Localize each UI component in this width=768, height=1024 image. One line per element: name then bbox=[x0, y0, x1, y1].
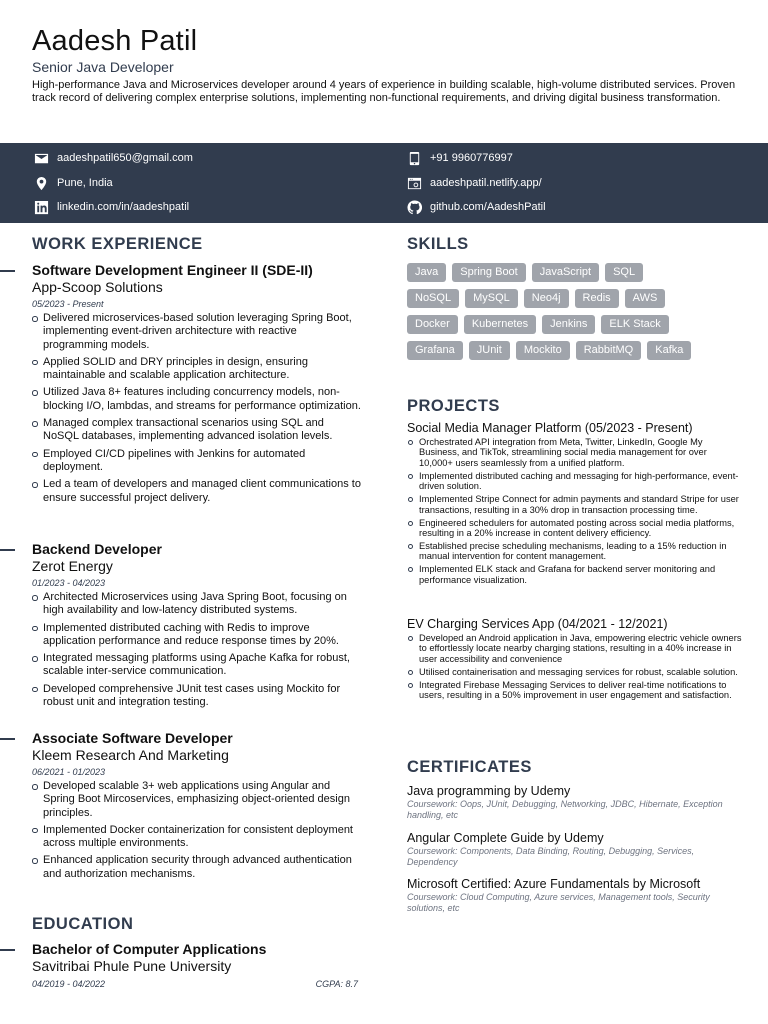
skill-tag: Redis bbox=[575, 289, 619, 308]
section-skills: SKILLS bbox=[407, 235, 469, 253]
list-item: Integrated Firebase Messaging Services to deliver real-time notifications to users, resulting in a 50% improvement in user engagement and satisfaction. bbox=[407, 680, 742, 701]
project-entry bbox=[407, 421, 742, 588]
list-item: Utilised containerisation and messaging services for robust, scalable solution. bbox=[407, 667, 742, 677]
list-item: Engineered schedulers for automated posting across social media platforms, resulting in a 20% increase in content delivery efficiency. bbox=[407, 518, 742, 539]
education-entry bbox=[32, 941, 362, 990]
location-text: Pune, India bbox=[57, 177, 113, 189]
skill-tag: NoSQL bbox=[407, 289, 459, 308]
job-bullets bbox=[32, 780, 362, 881]
list-item: Employed CI/CD pipelines with Jenkins for automated deployment. bbox=[32, 448, 362, 475]
list-item: Delivered microservices-based solution leveraging Spring Boot, implementing event-driven architecture with reactive programming models. bbox=[32, 312, 362, 352]
section-projects: PROJECTS bbox=[407, 397, 500, 415]
skill-tag: JUnit bbox=[469, 341, 510, 360]
resume-header bbox=[32, 24, 742, 106]
job-entry bbox=[32, 262, 362, 509]
project-title: EV Charging Services App (04/2021 - 12/2021) bbox=[407, 617, 668, 631]
list-item: Established precise scheduling mechanisms, leading to a 15% reduction in manual intervention for content management. bbox=[407, 541, 742, 562]
job-dates: 05/2023 - Present bbox=[32, 299, 104, 309]
website-text: aadeshpatil.netlify.app/ bbox=[430, 177, 542, 189]
skill-tag: ELK Stack bbox=[601, 315, 668, 334]
job-marker bbox=[0, 549, 15, 551]
list-item: Applied SOLID and DRY principles in design, ensuring maintainable and scalable application architecture. bbox=[32, 356, 362, 383]
section-education: EDUCATION bbox=[32, 915, 134, 933]
contact-linkedin[interactable] bbox=[34, 199, 189, 215]
section-work-experience: WORK EXPERIENCE bbox=[32, 235, 203, 253]
contact-email[interactable] bbox=[34, 150, 193, 166]
skill-row bbox=[407, 341, 747, 360]
website-icon bbox=[407, 176, 422, 191]
project-entry bbox=[407, 617, 742, 703]
school: Savitribai Phule Pune University bbox=[32, 958, 232, 974]
github-text: github.com/AadeshPatil bbox=[430, 201, 546, 213]
list-item: Architected Microservices using Java Spring Boot, focusing on high availability and low-latency distributed systems. bbox=[32, 591, 362, 618]
list-item: Integrated messaging platforms using Apache Kafka for robust, scalable inter-service communication. bbox=[32, 652, 362, 679]
skill-tag: Spring Boot bbox=[452, 263, 525, 282]
job-company: Kleem Research And Marketing bbox=[32, 747, 229, 763]
job-company: Zerot Energy bbox=[32, 558, 113, 574]
certificate-title: Microsoft Certified: Azure Fundamentals by Microsoft bbox=[407, 877, 701, 891]
certificate-coursework: Coursework: Oops, JUnit, Debugging, Networking, JDBC, Hibernate, Exception handling, etc bbox=[407, 799, 723, 820]
summary: High-performance Java and Microservices developer around 4 years of experience in building scalable, high-volume distributed services. Proven track record of delivering complex enterprise solutions, implementing non-functional requirements, and driving digital business transformation. bbox=[32, 79, 736, 105]
list-item: Utilized Java 8+ features including concurrency models, non-blocking I/O, lambdas, and streams for performance optimization. bbox=[32, 386, 362, 413]
list-item: Enhanced application security through advanced authentication and authorization mechanisms. bbox=[32, 854, 362, 881]
skill-tag: AWS bbox=[625, 289, 666, 308]
education-marker bbox=[0, 949, 15, 951]
list-item: Implemented distributed caching and messaging for high-performance, event-driven solution. bbox=[407, 471, 742, 492]
linkedin-text: linkedin.com/in/aadeshpatil bbox=[57, 201, 190, 213]
skill-tag: Java bbox=[407, 263, 446, 282]
job-entry bbox=[32, 730, 362, 885]
list-item: Implemented distributed caching with Redis to improve application performance and reduce response times by 20%. bbox=[32, 622, 362, 649]
project-title: Social Media Manager Platform (05/2023 - Present) bbox=[407, 421, 693, 435]
phone-icon bbox=[407, 151, 422, 166]
contact-github[interactable] bbox=[407, 199, 546, 215]
skill-row bbox=[407, 289, 747, 308]
certificate-entry bbox=[407, 784, 737, 821]
education-meta bbox=[32, 978, 358, 990]
list-item: Developed comprehensive JUnit test cases using Mockito for robust unit and integration testing. bbox=[32, 683, 362, 710]
contact-location bbox=[34, 175, 113, 191]
list-item: Developed an Android application in Java, empowering electric vehicle owners to effortlessly locate nearby charging stations, resulting in a 40% increase in user accessibility and convenience bbox=[407, 633, 742, 664]
certificate-coursework: Coursework: Components, Data Binding, Routing, Debugging, Services, Dependency bbox=[407, 846, 695, 867]
project-bullets bbox=[407, 633, 742, 701]
job-bullets bbox=[32, 312, 362, 505]
certificate-entry bbox=[407, 831, 737, 868]
contact-website[interactable] bbox=[407, 175, 542, 191]
skills-list bbox=[407, 263, 747, 367]
skill-tag: Kubernetes bbox=[464, 315, 536, 334]
list-item: Orchestrated API integration from Meta, Twitter, LinkedIn, Google My Business, and TikTok, streamlining social media management for over 10,000+ users seamlessly from a unified platform. bbox=[407, 437, 742, 468]
job-bullets bbox=[32, 591, 362, 709]
mail-icon bbox=[34, 151, 49, 166]
section-certificates: CERTIFICATES bbox=[407, 758, 532, 776]
email-text: aadeshpatil650@gmail.com bbox=[57, 152, 193, 164]
skill-row bbox=[407, 263, 747, 282]
job-company: App-Scoop Solutions bbox=[32, 279, 163, 295]
certificate-entry bbox=[407, 877, 737, 914]
list-item: Implemented Docker containerization for consistent deployment across multiple environments. bbox=[32, 824, 362, 851]
github-icon bbox=[407, 200, 422, 215]
skill-tag: Docker bbox=[407, 315, 458, 334]
degree: Bachelor of Computer Applications bbox=[32, 941, 267, 957]
location-icon bbox=[34, 176, 49, 191]
education-cgpa: CGPA: 8.7 bbox=[315, 979, 358, 989]
skill-tag: SQL bbox=[605, 263, 643, 282]
candidate-role: Senior Java Developer bbox=[32, 59, 174, 75]
linkedin-icon bbox=[34, 200, 49, 215]
phone-text: +91 9960776997 bbox=[430, 152, 513, 164]
skill-tag: Grafana bbox=[407, 341, 463, 360]
skill-tag: RabbitMQ bbox=[576, 341, 642, 360]
list-item: Implemented ELK stack and Grafana for backend server monitoring and performance visualization. bbox=[407, 564, 742, 585]
list-item: Developed scalable 3+ web applications using Angular and Spring Boot Mircoservices, emphasizing object-oriented design principles. bbox=[32, 780, 362, 820]
job-entry bbox=[32, 541, 362, 713]
certificate-title: Angular Complete Guide by Udemy bbox=[407, 831, 604, 845]
certificate-coursework: Coursework: Cloud Computing, Azure services, Management tools, Security solutions, etc bbox=[407, 892, 710, 913]
certificate-title: Java programming by Udemy bbox=[407, 784, 571, 798]
job-title: Backend Developer bbox=[32, 541, 162, 557]
list-item: Managed complex transactional scenarios using SQL and NoSQL databases, implementing advanced isolation levels. bbox=[32, 417, 362, 444]
education-dates: 04/2019 - 04/2022 bbox=[32, 979, 106, 989]
skill-tag: Kafka bbox=[647, 341, 691, 360]
job-dates: 06/2021 - 01/2023 bbox=[32, 767, 106, 777]
skill-tag: JavaScript bbox=[532, 263, 599, 282]
job-title: Associate Software Developer bbox=[32, 730, 233, 746]
contact-bar bbox=[0, 143, 768, 223]
job-marker bbox=[0, 738, 15, 740]
list-item: Led a team of developers and managed client communications to ensure successful project delivery. bbox=[32, 478, 362, 505]
job-title: Software Development Engineer II (SDE-II) bbox=[32, 262, 313, 278]
list-item: Implemented Stripe Connect for admin payments and standard Stripe for user transactions, resulting in a 30% drop in transaction processing time. bbox=[407, 494, 742, 515]
project-bullets bbox=[407, 437, 742, 585]
skill-tag: MySQL bbox=[465, 289, 518, 308]
skill-row bbox=[407, 315, 747, 334]
candidate-name: Aadesh Patil bbox=[32, 25, 198, 57]
contact-phone[interactable] bbox=[407, 150, 513, 166]
job-dates: 01/2023 - 04/2023 bbox=[32, 578, 106, 588]
skill-tag: Mockito bbox=[516, 341, 570, 360]
job-marker bbox=[0, 270, 15, 272]
skill-tag: Neo4j bbox=[524, 289, 569, 308]
skill-tag: Jenkins bbox=[542, 315, 595, 334]
